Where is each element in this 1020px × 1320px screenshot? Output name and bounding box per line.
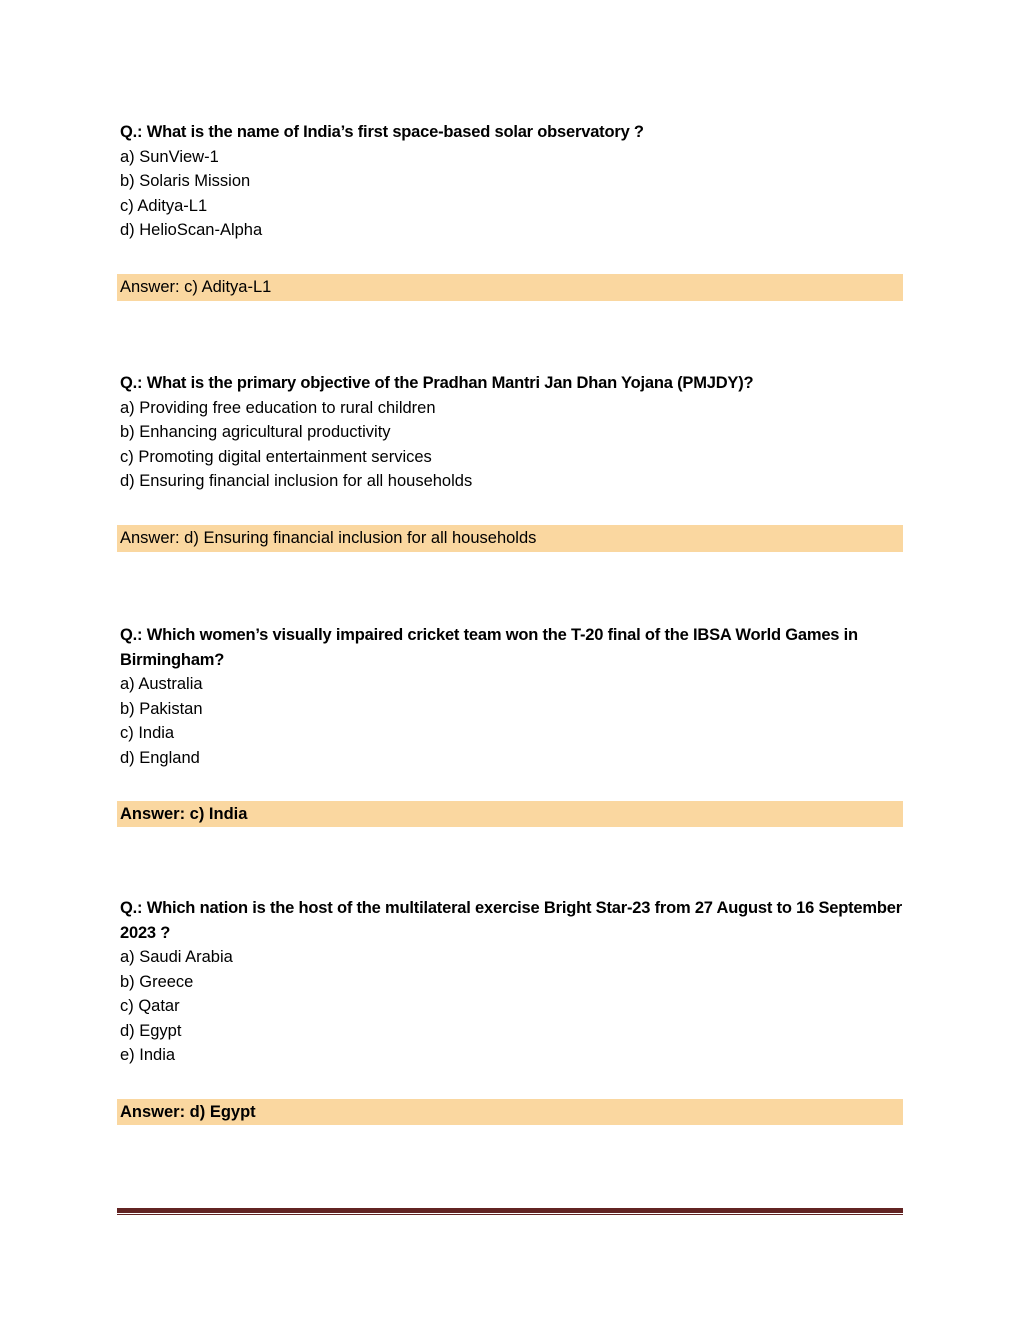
answer-bar: Answer: d) Ensuring financial inclusion for all households [117, 525, 903, 552]
answer-bar: Answer: d) Egypt [117, 1099, 903, 1125]
option: c) Promoting digital entertainment services [120, 447, 432, 466]
option: d) England [120, 748, 200, 767]
option: d) HelioScan-Alpha [120, 221, 263, 239]
option: b) Enhancing agricultural productivity [120, 423, 391, 441]
question-block-3 [120, 623, 903, 770]
option: c) Qatar [120, 997, 180, 1015]
option: b) Greece [120, 972, 194, 991]
option: a) Providing free education to rural children [120, 398, 436, 417]
option: e) India [120, 1046, 176, 1064]
option: d) Ensuring financial inclusion for all households [120, 472, 473, 490]
option: c) India [120, 724, 175, 742]
question-block-2 [120, 371, 903, 494]
option: b) Solaris Mission [120, 172, 251, 190]
option: a) Saudi Arabia [120, 948, 233, 966]
question-text: Q.: Which women’s visually impaired cricket team won the T-20 final of the IBSA World Games in Birmingham? [120, 626, 858, 669]
footer-divider-thin [117, 1214, 903, 1215]
footer-divider-thick [117, 1208, 903, 1213]
question-text: Q.: What is the primary objective of the Pradhan Mantri Jan Dhan Yojana (PMJDY)? [120, 374, 754, 392]
answer-bar: Answer: c) Aditya-L1 [117, 274, 903, 301]
answer-bar: Answer: c) India [117, 801, 903, 827]
question-block-4 [120, 896, 903, 1068]
option: d) Egypt [120, 1021, 182, 1040]
option: a) Australia [120, 675, 203, 693]
option: b) Pakistan [120, 699, 203, 718]
option: a) SunView-1 [120, 147, 219, 166]
option: c) Aditya-L1 [120, 196, 208, 215]
question-block-1 [120, 120, 903, 243]
question-text: Q.: Which nation is the host of the multilateral exercise Bright Star-23 from 27 August to 16 September 2023 ? [120, 899, 902, 942]
question-text: Q.: What is the name of India’s first space-based solar observatory ? [120, 123, 644, 141]
